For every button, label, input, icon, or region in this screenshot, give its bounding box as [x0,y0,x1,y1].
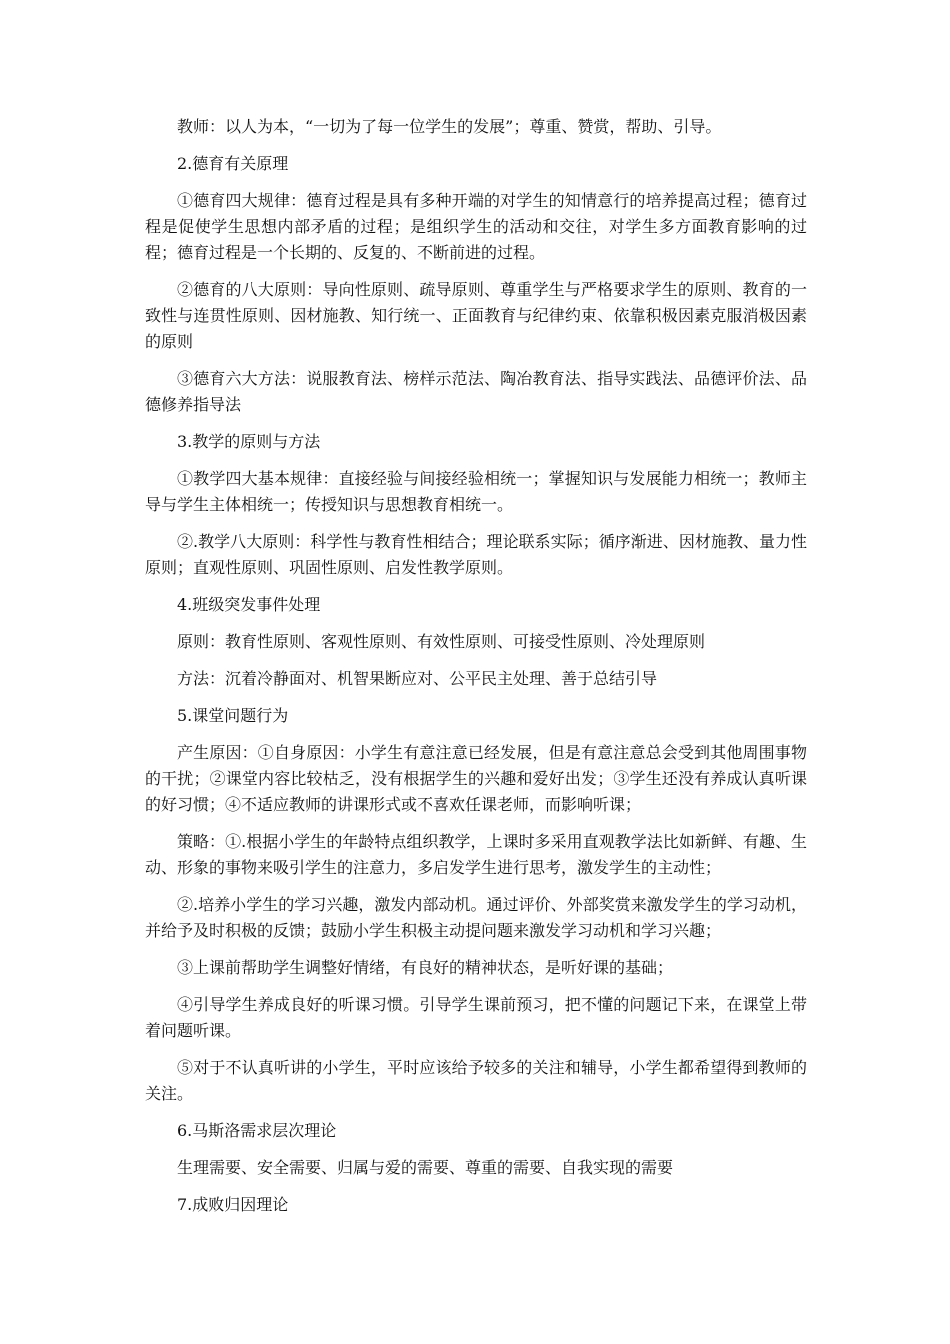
paragraph-teaching-principles: ②.教学八大原则：科学性与教育性相结合；理论联系实际；循序渐进、因材施教、量力性原则；直观性原则、巩固性原则、启发性教学原则。 [145,532,807,577]
section-heading-teaching-principles: 3.教学的原则与方法 [177,432,321,451]
paragraph-strategy-2: ②.培养小学生的学习兴趣，激发内部动机。通过评价、外部奖赏来激发学生的学习动机，并给予及时积极的反馈；鼓励小学生积极主动提问题来激发学习动机和学习兴趣； [145,895,807,940]
paragraph-moral-methods: ③德育六大方法：说服教育法、榜样示范法、陶冶教育法、指导实践法、品德评价法、品德修养指导法 [145,369,807,414]
document-body [145,114,807,1229]
section-heading-maslow: 6.马斯洛需求层次理论 [177,1121,337,1140]
paragraph-maslow-needs: 生理需要、安全需要、归属与爱的需要、尊重的需要、自我实现的需要 [177,1158,674,1177]
section-heading-classroom-behavior: 5.课堂问题行为 [177,706,289,725]
paragraph-strategy-1: 策略：①.根据小学生的年龄特点组织教学，上课时多采用直观教学法比如新鲜、有趣、生动、形象的事物来吸引学生的注意力，多启发学生进行思考，激发学生的主动性； [145,832,807,877]
paragraph-behavior-causes: 产生原因：①自身原因：小学生有意注意已经发展，但是有意注意总会受到其他周围事物的干扰；②课堂内容比较枯乏，没有根据学生的兴趣和爱好出发；③学生还没有养成认真听课的好习惯；④不适应教师的讲课形式或不喜欢任课老师，而影响听课； [145,743,807,814]
paragraph-moral-principles: ②德育的八大原则：导向性原则、疏导原则、尊重学生与严格要求学生的原则、教育的一致性与连贯性原则、因材施教、知行统一、正面教育与纪律约束、依靠积极因素克服消极因素的原则 [145,280,807,351]
paragraph-emergency-principles: 原则：教育性原则、客观性原则、有效性原则、可接受性原则、冷处理原则 [177,632,706,651]
paragraph-teaching-laws: ①教学四大基本规律：直接经验与间接经验相统一；掌握知识与发展能力相统一；教师主导与学生主体相统一；传授知识与思想教育相统一。 [145,469,807,514]
section-heading-moral-education: 2.德育有关原理 [177,154,289,173]
section-heading-class-emergencies: 4.班级突发事件处理 [177,595,321,614]
paragraph-strategy-4: ④引导学生养成良好的听课习惯。引导学生课前预习，把不懂的问题记下来，在课堂上带着问题听课。 [145,995,807,1040]
section-heading-attribution-theory: 7.成败归因理论 [177,1195,289,1214]
paragraph-moral-laws: ①德育四大规律：德育过程是具有多种开端的对学生的知情意行的培养提高过程；德育过程是促使学生思想内部矛盾的过程；是组织学生的活动和交往，对学生多方面教育影响的过程；德育过程是一个长期的、反复的、不断前进的过程。 [145,191,807,262]
paragraph-emergency-methods: 方法：沉着冷静面对、机智果断应对、公平民主处理、善于总结引导 [177,669,658,688]
paragraph-strategy-3: ③上课前帮助学生调整好情绪，有良好的精神状态，是听好课的基础； [177,958,674,977]
paragraph-strategy-5: ⑤对于不认真听讲的小学生，平时应该给予较多的关注和辅导，小学生都希望得到教师的关注。 [145,1058,807,1103]
paragraph-teacher-view: 教师：以人为本，“一切为了每一位学生的发展”；尊重、赞赏，帮助、引导。 [177,117,722,136]
